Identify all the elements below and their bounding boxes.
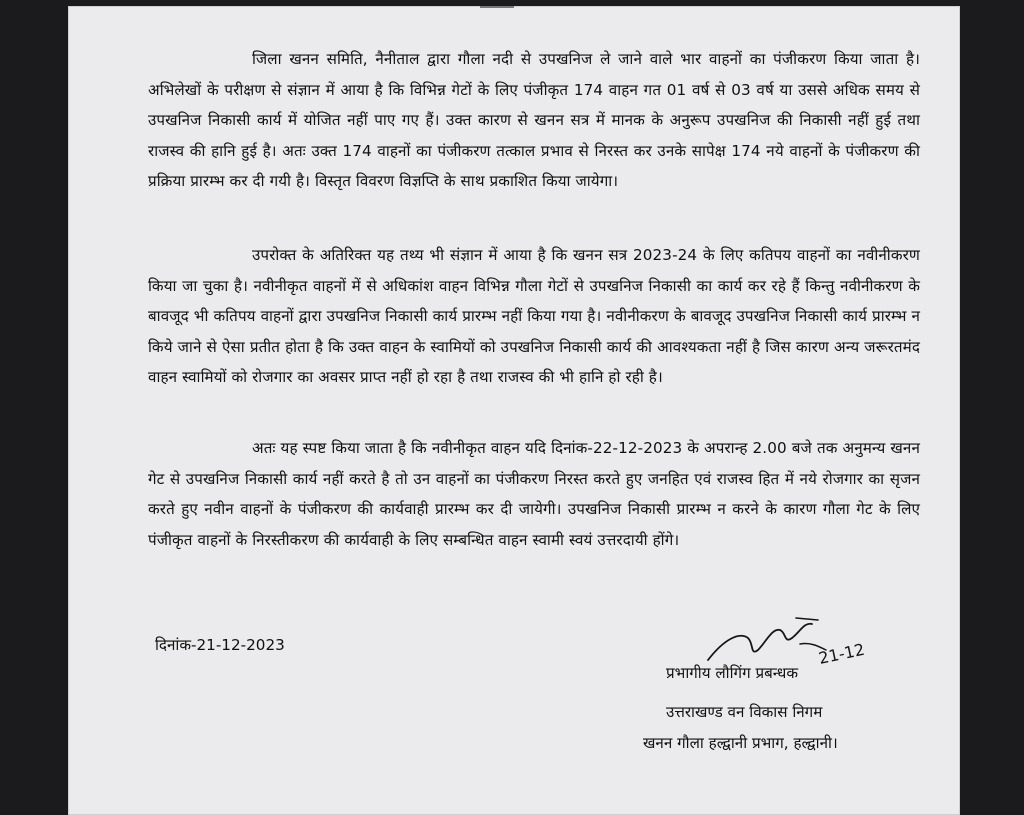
issue-date: दिनांक-21-12-2023: [155, 636, 285, 654]
signatory-designation: प्रभागीय लौगिंग प्रबन्धक: [666, 664, 798, 682]
paragraph-deadline-notice: अतः यह स्पष्ट किया जाता है कि नवीनीकृत वाहन यदि दिनांक-22-12-2023 के अपरान्ह 2.00 बजे तक अनुमन्य खनन गेट से उपखनिज निकासी कार्य नहीं करते है तो उन वाहनों का पंजीकरण निरस्त करते हुए जनहित एवं राजस्व हित में नये रोजगार का सृजन करते हुए नवीन वाहनों के पंजीकरण की कार्यवाही प्रारम्भ कर दी जायेगी। उपखनिज निकासी प्रारम्भ न करने के कारण गौला गेट के लिए पंजीकृत वाहनों के निरस्तीकरण की कार्यवाही के लिए सम्बन्धित वाहन स्वामी स्वयं उत्तरदायी होंगे।: [148, 439, 920, 549]
paragraph-vehicle-registration: जिला खनन समिति, नैनीताल द्वारा गौला नदी से उपखनिज ले जाने वाले भार वाहनों का पंजीकरण किया जाता है। अभिलेखों के परीक्षण से संज्ञान में आया है कि विभिन्न गेटों के लिए पंजीकृत 174 वाहन गत 01 वर्ष से 03 वर्ष या उससे अधिक समय से उपखनिज निकासी कार्य में योजित नहीं पाए गए हैं। उक्त कारण से खनन सत्र में मानक के अनुरूप उपखनिज की निकासी नहीं हुई तथा राजस्व की हानि हुई है। अतः उक्त 174 वाहनों का पंजीकरण तत्काल प्रभाव से निरस्त कर उनके सापेक्ष 174 नये वाहनों के पंजीकरण की प्रक्रिया प्रारम्भ कर दी गयी है। विस्तृत विवरण विज्ञप्ति के साथ प्रकाशित किया जायेगा।: [148, 50, 920, 190]
paragraph-renewal-status: उपरोक्त के अतिरिक्त यह तथ्य भी संज्ञान में आया है कि खनन सत्र 2023-24 के लिए कतिपय वाहनों का नवीनीकरण किया जा चुका है। नवीनीकृत वाहनों में से अधिकांश वाहन विभिन्न गौला गेटों से उपखनिज निकासी का कार्य कर रहे हैं किन्तु नवीनीकरण के बावजूद भी कतिपय वाहनों द्वारा उपखनिज निकासी कार्य प्रारम्भ नहीं किया गया है। नवीनीकरण के बावजूद उपखनिज निकासी कार्य प्रारम्भ न किये जाने से ऐसा प्रतीत होता है कि उक्त वाहन के स्वामियों को उपखनिज निकासी कार्य की आवश्यकता नहीं है जिस कारण अन्य जरूरतमंद वाहन स्वामियों को रोजगार का अवसर प्राप्त नहीं हो रहा है तथा राजस्व की भी हानि हो रही है।: [148, 246, 920, 386]
signatory-office: खनन गौला हल्द्वानी प्रभाग, हल्द्वानी।: [643, 734, 838, 752]
signatory-organization: उत्तराखण्ड वन विकास निगम: [666, 703, 823, 721]
svg-text:21-12: 21-12: [816, 639, 867, 668]
page-top-mark: [480, 6, 514, 8]
